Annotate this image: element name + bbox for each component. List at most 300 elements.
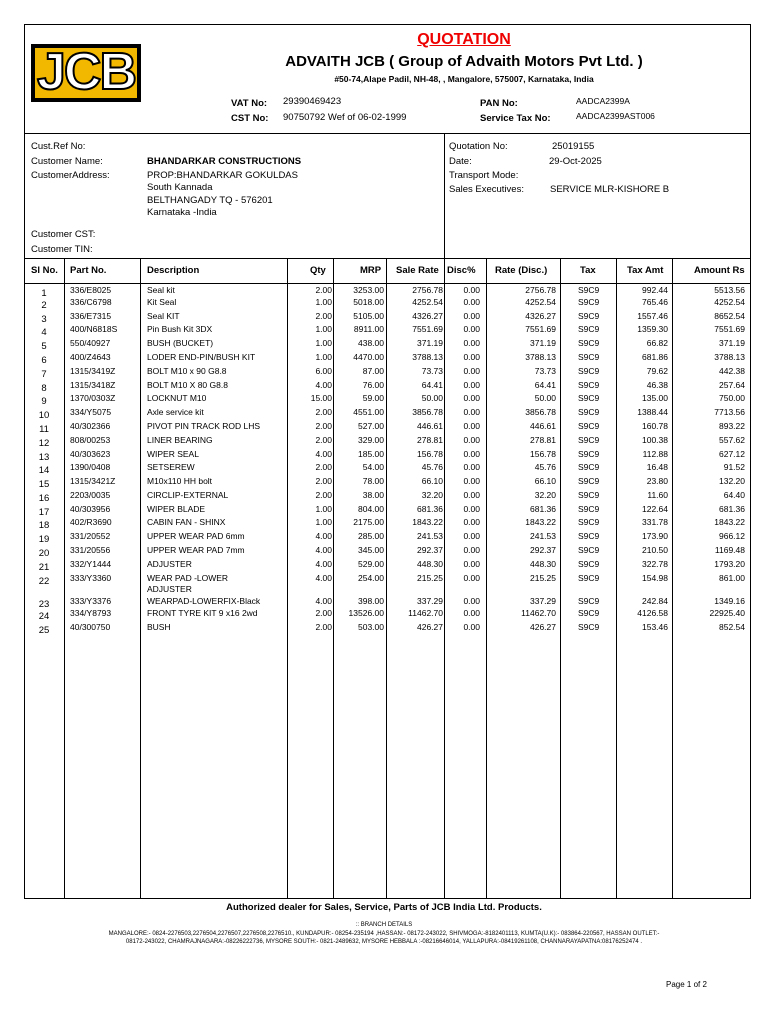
cell-tax: S9C9 bbox=[578, 449, 600, 459]
cell-sale-rate: 215.25 bbox=[417, 573, 443, 583]
col-header-part: Part No. bbox=[70, 265, 107, 276]
cell-tax-amt: 122.64 bbox=[642, 504, 668, 514]
cell-sl-no: 25 bbox=[38, 625, 50, 636]
cell-tax: S9C9 bbox=[578, 407, 600, 417]
cell-qty: 2.00 bbox=[315, 421, 332, 431]
cell-sale-rate: 66.10 bbox=[421, 476, 443, 486]
cell-tax: S9C9 bbox=[578, 297, 600, 307]
cell-tax-amt: 4126.58 bbox=[637, 608, 668, 618]
cell-sale-rate: 45.76 bbox=[421, 462, 443, 472]
customer-block-divider bbox=[444, 133, 445, 258]
cell-tax: S9C9 bbox=[578, 531, 600, 541]
cell-qty: 4.00 bbox=[315, 449, 332, 459]
cell-part-no: 808/00253 bbox=[70, 435, 111, 445]
cell-description: SETSEREW bbox=[147, 462, 195, 472]
cell-qty: 4.00 bbox=[315, 380, 332, 390]
cell-mrp: 13526.00 bbox=[348, 608, 384, 618]
cell-qty: 4.00 bbox=[315, 573, 332, 583]
cell-qty: 1.00 bbox=[315, 297, 332, 307]
cell-sale-rate: 156.78 bbox=[417, 449, 443, 459]
col-header-sale-rate: Sale Rate bbox=[396, 265, 439, 276]
cell-sl-no: 6 bbox=[41, 355, 47, 366]
branch-line: 08172-243022, CHAMRAJNAGARA:-08226222736, MYSORE SOUTH:- 0821-2489632, MYSORE HEBBALA :-08216646014, YALLAPURA:-08419261108, CHANNARAYAPATNA:08176252474 . bbox=[125, 939, 643, 945]
cell-disc: 0.00 bbox=[463, 285, 480, 295]
cell-sale-rate: 4326.27 bbox=[412, 311, 443, 321]
cust-ref-label: Cust.Ref No: bbox=[31, 141, 86, 152]
cell-description: BOLT M10 X 80 G8.8 bbox=[147, 380, 228, 390]
cell-sale-rate: 4252.54 bbox=[412, 297, 443, 307]
cell-part-no: 334/Y8793 bbox=[70, 608, 112, 618]
cell-part-no: 336/E8025 bbox=[70, 285, 112, 295]
cell-rate-disc: 7551.69 bbox=[525, 324, 556, 334]
cell-qty: 2.00 bbox=[315, 311, 332, 321]
col-divider bbox=[287, 258, 288, 899]
document-title: QUOTATION bbox=[417, 31, 511, 48]
cell-disc: 0.00 bbox=[463, 531, 480, 541]
cell-qty: 2.00 bbox=[315, 285, 332, 295]
transport-mode-label: Transport Mode: bbox=[449, 170, 519, 181]
cell-disc: 0.00 bbox=[463, 462, 480, 472]
cell-sale-rate: 3856.78 bbox=[412, 407, 443, 417]
cell-part-no: 40/303623 bbox=[70, 449, 111, 459]
cell-mrp: 185.00 bbox=[358, 449, 384, 459]
cell-rate-disc: 241.53 bbox=[530, 531, 556, 541]
quotation-no-label: Quotation No: bbox=[449, 141, 508, 152]
cell-part-no: 336/E7315 bbox=[70, 311, 112, 321]
cell-amount: 22925.40 bbox=[709, 608, 745, 618]
cell-tax-amt: 173.90 bbox=[642, 531, 668, 541]
quotation-no-value: 25019155 bbox=[552, 141, 595, 152]
cell-sl-no: 9 bbox=[41, 396, 47, 407]
col-header-desc: Description bbox=[147, 265, 200, 276]
cell-description: UPPER WEAR PAD 7mm bbox=[147, 545, 245, 555]
cell-disc: 0.00 bbox=[463, 366, 480, 376]
cell-part-no: 1315/3419Z bbox=[70, 366, 116, 376]
col-divider bbox=[64, 258, 65, 899]
cell-amount: 750.00 bbox=[719, 393, 745, 403]
cell-amount: 1349.16 bbox=[714, 596, 745, 606]
cell-amount: 627.12 bbox=[719, 449, 745, 459]
cell-tax-amt: 1359.30 bbox=[637, 324, 668, 334]
date-value: 29-Oct-2025 bbox=[549, 156, 602, 167]
cell-amount: 371.19 bbox=[719, 338, 745, 348]
cell-qty: 2.00 bbox=[315, 462, 332, 472]
cell-tax: S9C9 bbox=[578, 504, 600, 514]
cell-sale-rate: 681.36 bbox=[417, 504, 443, 514]
col-header-sl: Sl No. bbox=[31, 265, 58, 276]
cell-description: CIRCLIP-EXTERNAL bbox=[147, 490, 229, 500]
vat-label: VAT No: bbox=[231, 98, 268, 109]
cell-tax: S9C9 bbox=[578, 366, 600, 376]
cell-sl-no: 21 bbox=[38, 562, 50, 573]
cell-description: Axle service kit bbox=[147, 407, 204, 417]
cell-tax-amt: 765.46 bbox=[642, 297, 668, 307]
cell-tax-amt: 153.46 bbox=[642, 622, 668, 632]
cell-qty: 4.00 bbox=[315, 596, 332, 606]
cell-rate-disc: 3788.13 bbox=[525, 352, 556, 362]
customer-address-line: Karnataka -India bbox=[147, 207, 217, 218]
cell-tax: S9C9 bbox=[578, 608, 600, 618]
cell-disc: 0.00 bbox=[463, 338, 480, 348]
cell-rate-disc: 371.19 bbox=[530, 338, 556, 348]
cell-tax: S9C9 bbox=[578, 517, 600, 527]
cell-amount: 8652.54 bbox=[714, 311, 745, 321]
cell-sl-no: 16 bbox=[38, 493, 50, 504]
cell-tax-amt: 11.60 bbox=[647, 490, 668, 500]
cell-description: WEAR PAD -LOWER ADJUSTER bbox=[147, 573, 229, 594]
cell-disc: 0.00 bbox=[463, 490, 480, 500]
cell-qty: 6.00 bbox=[315, 366, 332, 376]
cell-tax-amt: 681.86 bbox=[642, 352, 668, 362]
cell-mrp: 438.00 bbox=[358, 338, 384, 348]
cell-tax-amt: 1557.46 bbox=[637, 311, 668, 321]
cell-tax: S9C9 bbox=[578, 352, 600, 362]
cell-rate-disc: 1843.22 bbox=[525, 517, 556, 527]
cell-qty: 2.00 bbox=[315, 622, 332, 632]
cell-rate-disc: 50.00 bbox=[534, 393, 556, 403]
cell-description: LINER BEARING bbox=[147, 435, 213, 445]
cell-tax: S9C9 bbox=[578, 380, 600, 390]
cell-mrp: 38.00 bbox=[362, 490, 384, 500]
cell-sl-no: 5 bbox=[41, 341, 47, 352]
cell-disc: 0.00 bbox=[463, 608, 480, 618]
col-header-mrp: MRP bbox=[360, 265, 382, 276]
cell-disc: 0.00 bbox=[463, 407, 480, 417]
cell-sl-no: 4 bbox=[41, 327, 47, 338]
cell-rate-disc: 681.36 bbox=[530, 504, 556, 514]
cell-disc: 0.00 bbox=[463, 352, 480, 362]
cell-tax: S9C9 bbox=[578, 393, 600, 403]
cell-amount: 257.64 bbox=[719, 380, 745, 390]
cell-mrp: 4470.00 bbox=[353, 352, 384, 362]
cell-sale-rate: 448.30 bbox=[417, 559, 443, 569]
cell-rate-disc: 448.30 bbox=[530, 559, 556, 569]
cell-disc: 0.00 bbox=[463, 435, 480, 445]
cell-sl-no: 24 bbox=[38, 611, 50, 622]
cell-sl-no: 2 bbox=[41, 300, 47, 311]
cell-tax: S9C9 bbox=[578, 596, 600, 606]
service-tax-label: Service Tax No: bbox=[480, 113, 551, 124]
cell-mrp: 503.00 bbox=[358, 622, 384, 632]
cell-rate-disc: 2756.78 bbox=[525, 285, 556, 295]
cell-part-no: 40/303956 bbox=[70, 504, 111, 514]
cell-description: Pin Bush Kit 3DX bbox=[147, 324, 213, 334]
cell-tax-amt: 160.78 bbox=[642, 421, 668, 431]
cell-sale-rate: 337.29 bbox=[417, 596, 443, 606]
cell-mrp: 76.00 bbox=[362, 380, 384, 390]
date-label: Date: bbox=[449, 156, 472, 167]
cell-disc: 0.00 bbox=[463, 559, 480, 569]
cell-part-no: 402/R3690 bbox=[70, 517, 112, 527]
cell-description: PIVOT PIN TRACK ROD LHS bbox=[147, 421, 261, 431]
cell-tax-amt: 1388.44 bbox=[637, 407, 668, 417]
col-header-qty: Qty bbox=[310, 265, 326, 276]
cell-mrp: 254.00 bbox=[358, 573, 384, 583]
cell-mrp: 329.00 bbox=[358, 435, 384, 445]
cell-disc: 0.00 bbox=[463, 573, 480, 583]
company-address: #50-74,Alape Padil, NH-48, , Mangalore, 575007, Karnataka, India bbox=[334, 74, 594, 84]
cell-part-no: 331/20556 bbox=[70, 545, 111, 555]
cell-qty: 1.00 bbox=[315, 517, 332, 527]
cell-part-no: 1315/3418Z bbox=[70, 380, 116, 390]
cell-mrp: 5018.00 bbox=[353, 297, 384, 307]
pan-value: AADCA2399A bbox=[576, 96, 630, 106]
col-header-disc: Disc% bbox=[447, 265, 476, 276]
customer-name-value: BHANDARKAR CONSTRUCTIONS bbox=[147, 156, 302, 167]
cell-sale-rate: 446.61 bbox=[417, 421, 443, 431]
cell-qty: 2.00 bbox=[315, 490, 332, 500]
cell-rate-disc: 4252.54 bbox=[525, 297, 556, 307]
cell-tax-amt: 112.88 bbox=[642, 449, 668, 459]
cell-sl-no: 1 bbox=[41, 288, 47, 299]
col-divider bbox=[386, 258, 387, 899]
cell-disc: 0.00 bbox=[463, 297, 480, 307]
cell-sale-rate: 64.41 bbox=[421, 380, 443, 390]
cell-qty: 2.00 bbox=[315, 476, 332, 486]
col-header-rate-disc: Rate (Disc.) bbox=[495, 265, 548, 276]
cell-mrp: 529.00 bbox=[358, 559, 384, 569]
cell-sl-no: 17 bbox=[38, 507, 50, 518]
cell-sl-no: 23 bbox=[38, 599, 50, 610]
customer-divider bbox=[24, 258, 751, 259]
cell-tax-amt: 135.00 bbox=[642, 393, 668, 403]
cell-amount: 1793.20 bbox=[714, 559, 745, 569]
cst-value: 90750792 Wef of 06-02-1999 bbox=[283, 112, 407, 123]
cell-part-no: 333/Y3376 bbox=[70, 596, 112, 606]
branch-line: MANGALORE:- 0824-2276503,2276504,2276507,2276508,2276510., KUNDAPUR:- 08254-235194 ,HASSAN:- 08172-243022, SHIVMOGA:-8182401113, KUMTA(U.K):- 083864-220567, HASSAN OUTLET:- bbox=[108, 931, 660, 937]
cell-part-no: 400/N6818S bbox=[70, 324, 118, 334]
cell-rate-disc: 446.61 bbox=[530, 421, 556, 431]
col-divider bbox=[140, 258, 141, 899]
cell-tax-amt: 23.80 bbox=[646, 476, 668, 486]
pan-label: PAN No: bbox=[480, 98, 518, 109]
cell-sale-rate: 292.37 bbox=[417, 545, 443, 555]
cell-sl-no: 11 bbox=[39, 424, 49, 435]
cell-rate-disc: 66.10 bbox=[534, 476, 556, 486]
cell-description: Seal KIT bbox=[147, 311, 180, 321]
cell-amount: 557.62 bbox=[719, 435, 745, 445]
cell-disc: 0.00 bbox=[463, 504, 480, 514]
cell-sale-rate: 50.00 bbox=[421, 393, 443, 403]
col-header-tax-amt: Tax Amt bbox=[627, 265, 664, 276]
cell-qty: 2.00 bbox=[315, 407, 332, 417]
cell-rate-disc: 11462.70 bbox=[521, 608, 556, 618]
cell-part-no: 2203/0035 bbox=[70, 490, 111, 500]
cst-label: CST No: bbox=[231, 113, 269, 124]
cell-disc: 0.00 bbox=[463, 311, 480, 321]
cell-sl-no: 7 bbox=[41, 369, 47, 380]
cell-amount: 7551.69 bbox=[714, 324, 745, 334]
col-header-tax: Tax bbox=[580, 265, 596, 276]
cell-mrp: 8911.00 bbox=[353, 324, 384, 334]
col-divider bbox=[486, 258, 487, 899]
cell-disc: 0.00 bbox=[463, 393, 480, 403]
col-divider bbox=[333, 258, 334, 899]
col-divider bbox=[560, 258, 561, 899]
cell-description: LOCKNUT M10 bbox=[147, 393, 207, 403]
cell-part-no: 334/Y5075 bbox=[70, 407, 112, 417]
cell-amount: 966.12 bbox=[719, 531, 745, 541]
cell-tax: S9C9 bbox=[578, 421, 600, 431]
cell-sale-rate: 371.19 bbox=[417, 338, 443, 348]
dealer-statement: Authorized dealer for Sales, Service, Parts of JCB India Ltd. Products. bbox=[226, 902, 542, 913]
cell-part-no: 40/302366 bbox=[70, 421, 111, 431]
cell-description: CABIN FAN - SHINX bbox=[147, 517, 226, 527]
customer-name-label: Customer Name: bbox=[31, 156, 103, 167]
cell-mrp: 78.00 bbox=[362, 476, 384, 486]
cell-sl-no: 14 bbox=[38, 465, 50, 476]
cell-sale-rate: 7551.69 bbox=[412, 324, 443, 334]
cell-mrp: 345.00 bbox=[358, 545, 384, 555]
cell-sale-rate: 278.81 bbox=[417, 435, 443, 445]
cell-sale-rate: 3788.13 bbox=[412, 352, 443, 362]
cell-sale-rate: 32.20 bbox=[421, 490, 443, 500]
cell-part-no: 333/Y3360 bbox=[70, 573, 112, 583]
cell-sale-rate: 2756.78 bbox=[412, 285, 443, 295]
cell-amount: 442.38 bbox=[719, 366, 745, 376]
cell-disc: 0.00 bbox=[463, 517, 480, 527]
cell-description: WIPER BLADE bbox=[147, 504, 206, 514]
cell-mrp: 285.00 bbox=[358, 531, 384, 541]
cell-description: ADJUSTER bbox=[147, 559, 192, 569]
cell-rate-disc: 426.27 bbox=[530, 622, 556, 632]
cell-description: UPPER WEAR PAD 6mm bbox=[147, 531, 245, 541]
cell-sl-no: 3 bbox=[41, 314, 47, 325]
cell-sl-no: 15 bbox=[38, 479, 50, 490]
cell-mrp: 3253.00 bbox=[353, 285, 384, 295]
cell-sl-no: 13 bbox=[38, 452, 50, 463]
cell-description: Seal kit bbox=[147, 285, 175, 295]
cell-tax: S9C9 bbox=[578, 338, 600, 348]
cell-amount: 852.54 bbox=[719, 622, 745, 632]
cell-disc: 0.00 bbox=[463, 622, 480, 632]
cell-tax-amt: 210.50 bbox=[642, 545, 668, 555]
cell-tax: S9C9 bbox=[578, 435, 600, 445]
cell-description: BUSH bbox=[147, 622, 171, 632]
cell-amount: 681.36 bbox=[719, 504, 745, 514]
cell-amount: 3788.13 bbox=[714, 352, 745, 362]
cell-disc: 0.00 bbox=[463, 449, 480, 459]
sales-exec-label: Sales Executives: bbox=[449, 184, 524, 195]
cell-description: M10x110 HH bolt bbox=[147, 476, 213, 486]
cell-disc: 0.00 bbox=[463, 476, 480, 486]
cell-tax: S9C9 bbox=[578, 462, 600, 472]
cell-qty: 1.00 bbox=[315, 338, 332, 348]
cell-part-no: 400/Z4643 bbox=[70, 352, 111, 362]
cell-tax-amt: 46.38 bbox=[646, 380, 668, 390]
cell-amount: 132.20 bbox=[719, 476, 745, 486]
cell-part-no: 336/C6798 bbox=[70, 297, 112, 307]
cell-qty: 15.00 bbox=[310, 393, 332, 403]
cell-sale-rate: 1843.22 bbox=[412, 517, 443, 527]
service-tax-value: AADCA2399AST006 bbox=[576, 111, 655, 121]
cell-tax-amt: 992.44 bbox=[642, 285, 668, 295]
cell-rate-disc: 73.73 bbox=[534, 366, 556, 376]
cell-description: WEARPAD-LOWERFIX-Black bbox=[147, 596, 261, 606]
cell-qty: 4.00 bbox=[315, 545, 332, 555]
cell-disc: 0.00 bbox=[463, 324, 480, 334]
cell-part-no: 332/Y1444 bbox=[70, 559, 112, 569]
cell-sl-no: 19 bbox=[38, 534, 50, 545]
cell-qty: 1.00 bbox=[315, 324, 332, 334]
cell-amount: 5513.56 bbox=[714, 285, 745, 295]
cell-disc: 0.00 bbox=[463, 421, 480, 431]
cell-sl-no: 20 bbox=[38, 548, 50, 559]
cell-qty: 1.00 bbox=[315, 352, 332, 362]
cell-qty: 2.00 bbox=[315, 435, 332, 445]
cell-qty: 1.00 bbox=[315, 504, 332, 514]
cell-amount: 893.22 bbox=[719, 421, 745, 431]
cell-tax: S9C9 bbox=[578, 285, 600, 295]
cell-mrp: 87.00 bbox=[362, 366, 384, 376]
vat-value: 29390469423 bbox=[283, 96, 342, 107]
cell-mrp: 4551.00 bbox=[353, 407, 384, 417]
cell-mrp: 804.00 bbox=[358, 504, 384, 514]
cell-sl-no: 8 bbox=[41, 383, 47, 394]
customer-address-label: CustomerAddress: bbox=[31, 170, 110, 181]
jcb-logo: JCB bbox=[31, 44, 141, 102]
cell-tax-amt: 100.38 bbox=[642, 435, 668, 445]
cell-part-no: 40/300750 bbox=[70, 622, 111, 632]
cell-amount: 91.52 bbox=[723, 462, 745, 472]
col-header-amount: Amount Rs bbox=[694, 265, 745, 276]
cell-mrp: 2175.00 bbox=[353, 517, 384, 527]
cell-disc: 0.00 bbox=[463, 596, 480, 606]
cell-amount: 1169.48 bbox=[714, 545, 745, 555]
customer-cst-label: Customer CST: bbox=[31, 229, 96, 240]
cell-description: Kit Seal bbox=[147, 297, 177, 307]
cell-rate-disc: 156.78 bbox=[530, 449, 556, 459]
cell-rate-disc: 215.25 bbox=[530, 573, 556, 583]
cell-tax: S9C9 bbox=[578, 573, 600, 583]
cell-sale-rate: 11462.70 bbox=[408, 608, 443, 618]
cell-amount: 7713.56 bbox=[714, 407, 745, 417]
cell-tax: S9C9 bbox=[578, 490, 600, 500]
customer-address-line: BELTHANGADY TQ - 576201 bbox=[147, 195, 273, 206]
customer-address-line: South Kannada bbox=[147, 182, 213, 193]
cell-tax-amt: 154.98 bbox=[642, 573, 668, 583]
cell-tax: S9C9 bbox=[578, 311, 600, 321]
cell-rate-disc: 292.37 bbox=[530, 545, 556, 555]
cell-rate-disc: 3856.78 bbox=[525, 407, 556, 417]
header-divider bbox=[24, 133, 751, 134]
cell-mrp: 59.00 bbox=[362, 393, 384, 403]
cell-part-no: 331/20552 bbox=[70, 531, 111, 541]
cell-tax: S9C9 bbox=[578, 559, 600, 569]
cell-description: BOLT M10 x 90 G8.8 bbox=[147, 366, 227, 376]
cell-tax-amt: 331.78 bbox=[642, 517, 668, 527]
cell-rate-disc: 4326.27 bbox=[525, 311, 556, 321]
cell-qty: 2.00 bbox=[315, 608, 332, 618]
cell-sale-rate: 73.73 bbox=[421, 366, 443, 376]
cell-amount: 4252.54 bbox=[714, 297, 745, 307]
cell-rate-disc: 337.29 bbox=[530, 596, 556, 606]
cell-mrp: 5105.00 bbox=[353, 311, 384, 321]
cell-tax-amt: 79.62 bbox=[646, 366, 668, 376]
page-number: Page 1 of 2 bbox=[666, 980, 707, 989]
cell-tax: S9C9 bbox=[578, 545, 600, 555]
cell-disc: 0.00 bbox=[463, 380, 480, 390]
cell-description: FRONT TYRE KIT 9 x16 2wd bbox=[147, 608, 258, 618]
cell-amount: 1843.22 bbox=[714, 517, 745, 527]
cell-part-no: 550/40927 bbox=[70, 338, 111, 348]
cell-rate-disc: 32.20 bbox=[534, 490, 556, 500]
sales-exec-value: SERVICE MLR-KISHORE B bbox=[550, 184, 670, 195]
cell-sale-rate: 241.53 bbox=[417, 531, 443, 541]
cell-rate-disc: 45.76 bbox=[534, 462, 556, 472]
cell-rate-disc: 278.81 bbox=[530, 435, 556, 445]
cell-tax: S9C9 bbox=[578, 324, 600, 334]
